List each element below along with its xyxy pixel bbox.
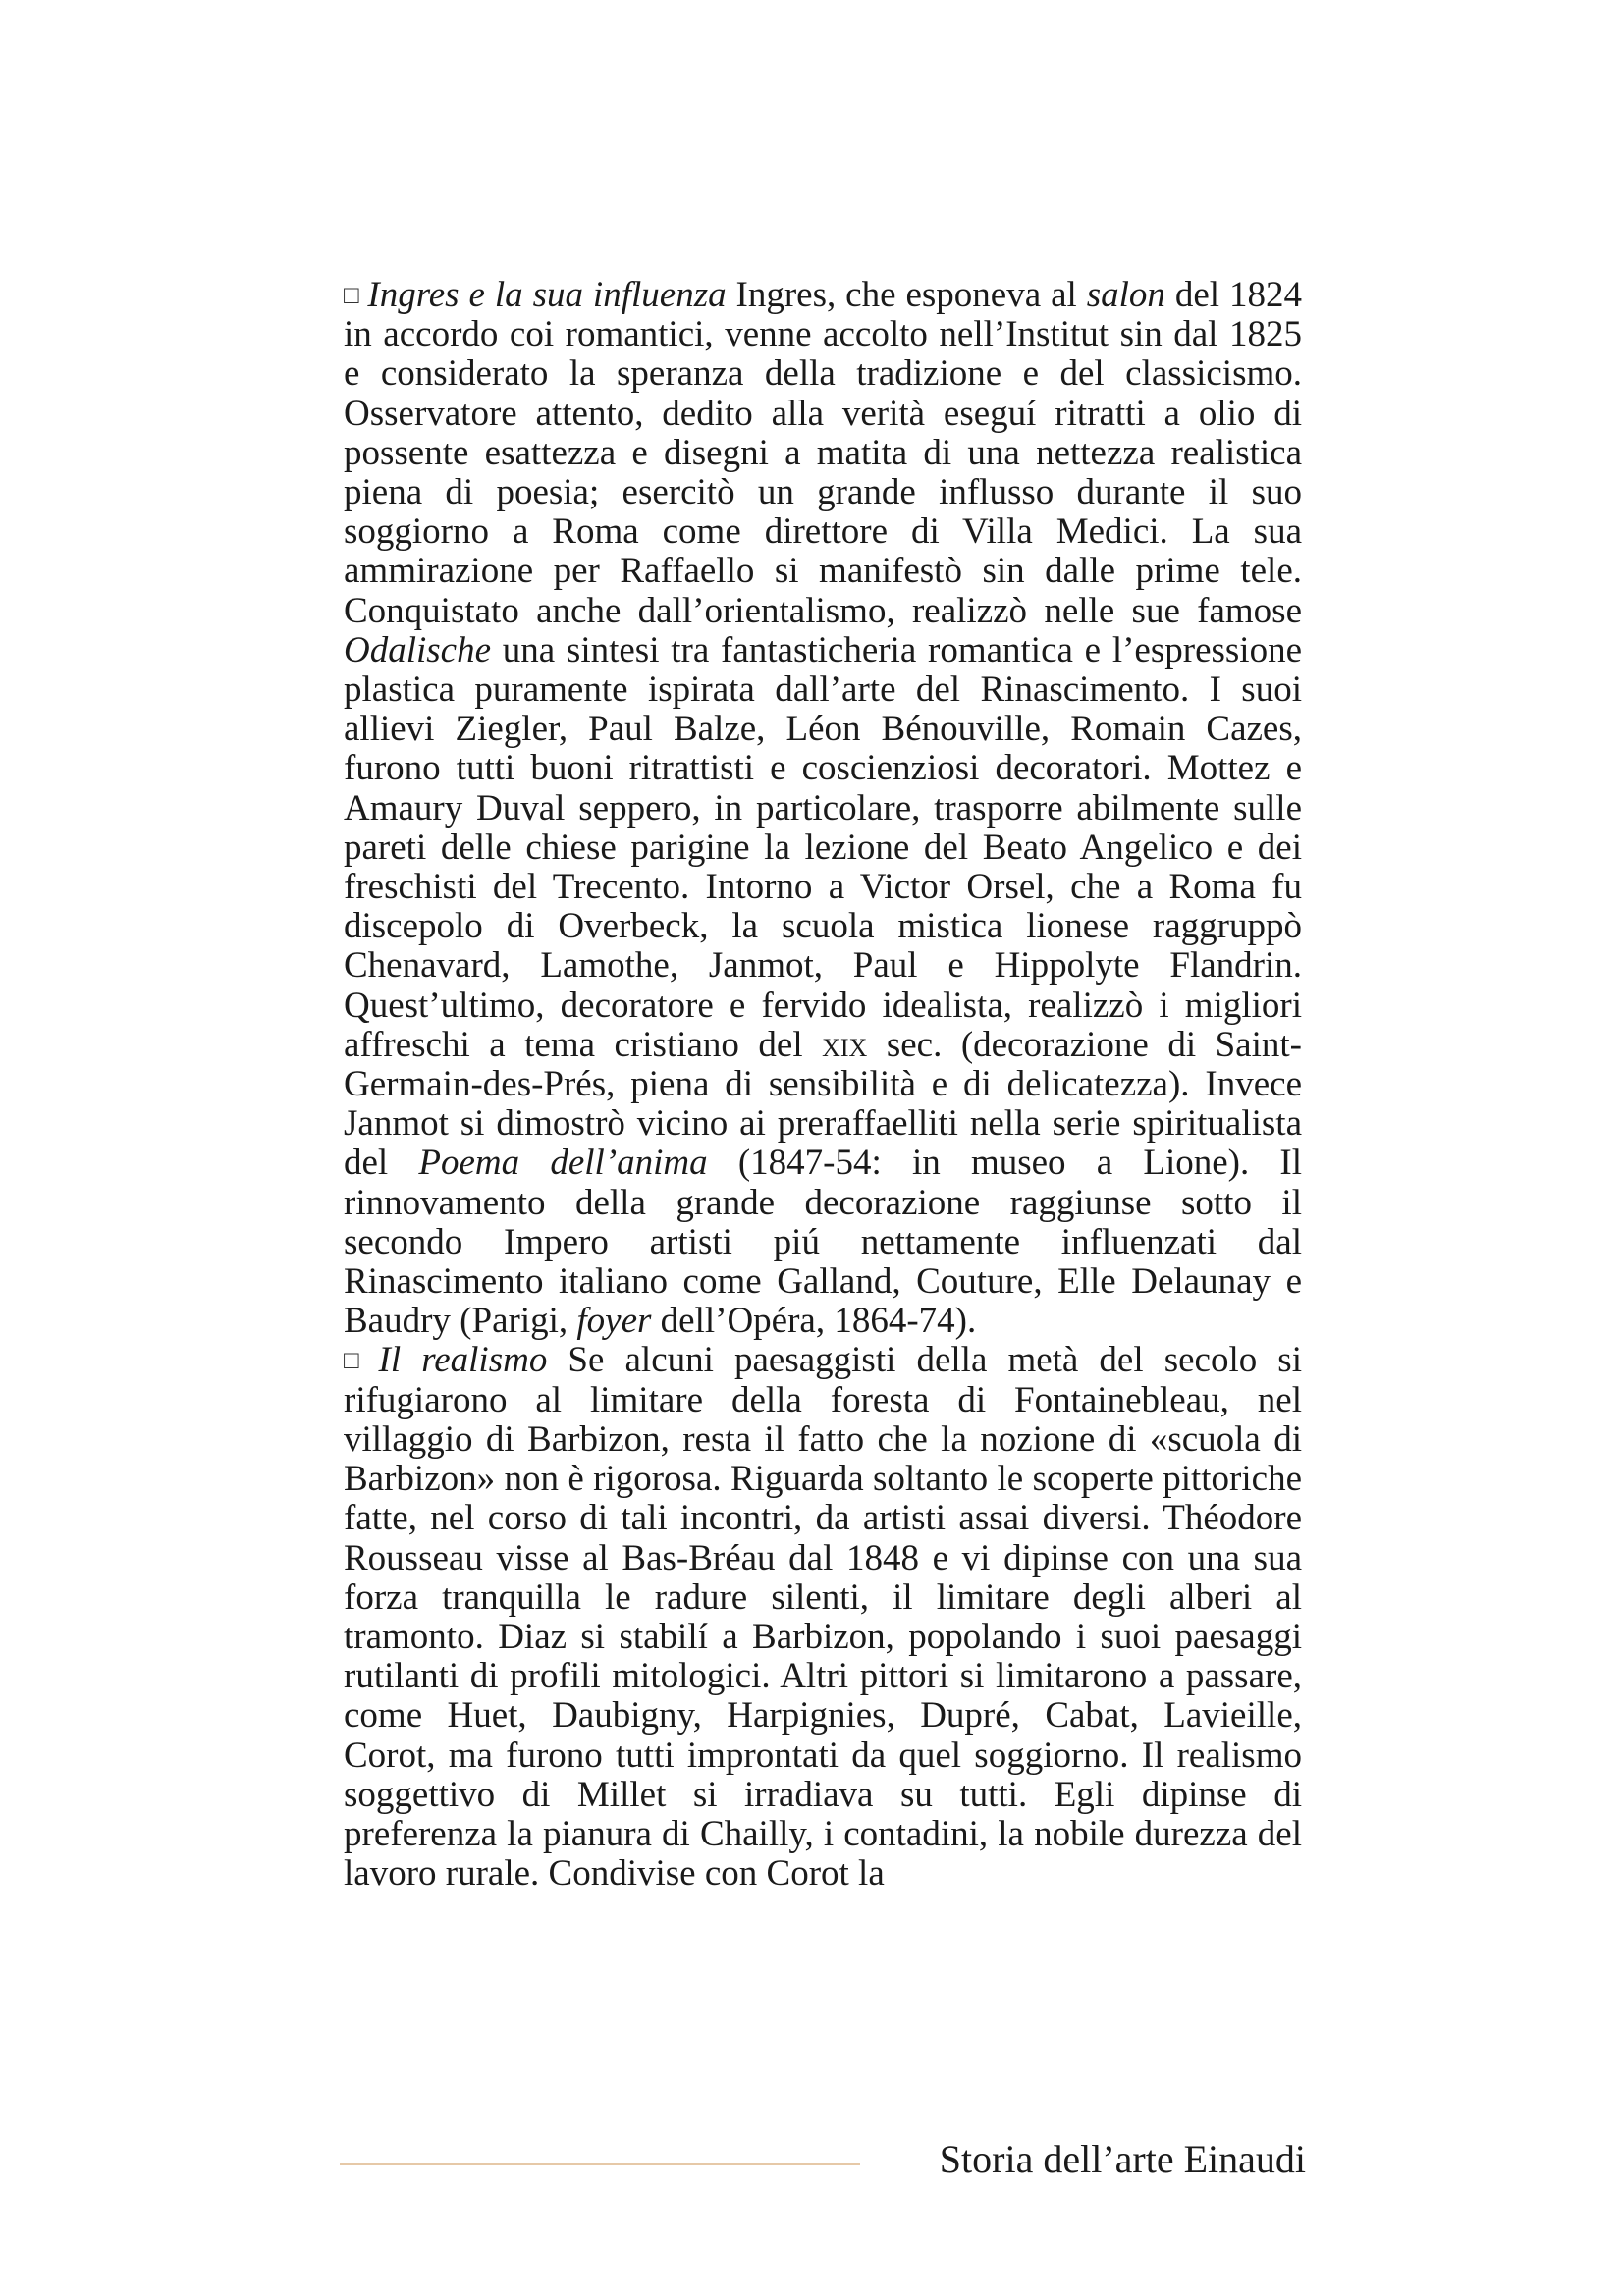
italic-term: Poema dell’anima — [418, 1143, 708, 1184]
text-run: dell’Opéra, 1864-74). — [651, 1301, 977, 1342]
page-footer — [340, 2130, 1306, 2189]
square-bullet-icon: □ — [344, 1346, 371, 1375]
footer-rule — [340, 2163, 860, 2165]
text-run: del 1824 in accordo coi romantici, venne accolto nell’Institut sin dal 1825 e considerato la speranza della tradizione e del classicismo. Osservatore attento, dedito alla verità eseguí ritratti a olio di possente esattezza e disegni a matita di una nettezza realistica piena di poesia; esercitò un grande influsso durante il suo soggiorno a Roma come direttore di Villa Medici. La sua ammirazione per Raffaello si manifestò sin dalle prime tele. Conquistato anche dall’orientalismo, realizzò nelle sue famose — [344, 275, 1302, 631]
italic-term: foyer — [576, 1301, 652, 1342]
section-heading-ingres: Ingres e la sua influenza — [367, 275, 727, 315]
text-run: una sintesi tra fantasticheria romantica e l’espressione plastica puramente ispirata dall’arte del Rinascimento. I suoi allievi Ziegler, Paul Balze, Léon Bénouville, Romain Cazes, furono tutti buoni ritrattisti e coscienziosi decoratori. Mottez e Amaury Duval seppero, in particolare, trasporre abilmente sulle pareti delle chiese parigine la lezione del Beato Angelico e dei freschisti del Trecento. Intorno a Victor Orsel, che a Roma fu discepolo di Overbeck, la scuola mistica lionese raggruppò Chenavard, Lamothe, Janmot, Paul e Hippolyte Flandrin. Quest’ultimo, decoratore e fervido idealista, realizzò i migliori affreschi a tema cristiano del — [344, 629, 1302, 1065]
italic-term: Odalische — [344, 629, 492, 670]
text-run: sec. (decorazione di Saint-Germain-des-Prés, piena di sensibilità e di delicatezza). Invece Janmot si dimostrò vicino ai preraffaelliti nella serie spiritualista del — [344, 1024, 1302, 1184]
text-run: (1847-54: in museo a Lione). Il rinnovamento della grande decorazione raggiunse sotto il secondo Impero artisti piú nettamente influenzati dal Rinascimento italiano come Galland, Couture, Elle Delaunay e Baudry (Parigi, — [344, 1143, 1303, 1342]
century-numeral: xix — [822, 1024, 868, 1065]
footer-title: Storia dell’arte Einaudi — [939, 2137, 1306, 2181]
text-run: Ingres, che esponeva al — [726, 275, 1087, 315]
square-bullet-icon: □ — [344, 281, 360, 309]
section-heading-realismo: Il realismo — [378, 1340, 548, 1381]
main-text — [344, 276, 1302, 1894]
paragraph-realismo — [344, 1341, 1302, 1894]
paragraph-ingres — [344, 276, 1302, 1341]
italic-term: salon — [1086, 275, 1165, 315]
text-run: Se alcuni paesaggisti della metà del secolo si rifugiarono al limitare della foresta di Fontainebleau, nel villaggio di Barbizon, resta il fatto che la nozione di «scuola di Barbizon» non è rigorosa. Riguarda soltanto le scoperte pittoriche fatte, nel corso di tali incontri, da artisti assai diversi. Théodore Rousseau visse al Bas-Bréau dal 1848 e vi dipinse con una sua forza tranquilla le radure silenti, il limitare degli alberi al tramonto. Diaz si stabilí a Barbizon, popolando i suoi paesaggi rutilanti di profili mitologici. Altri pittori si limitarono a passare, come Huet, Daubigny, Harpignies, Dupré, Cabat, Lavieille, Corot, ma furono tutti improntati da quel soggiorno. Il realismo soggettivo di Millet si irradiava su tutti. Egli dipinse di preferenza la pianura di Chailly, i contadini, la nobile durezza del lavoro rurale. Condivise con Corot la — [344, 1340, 1302, 1895]
